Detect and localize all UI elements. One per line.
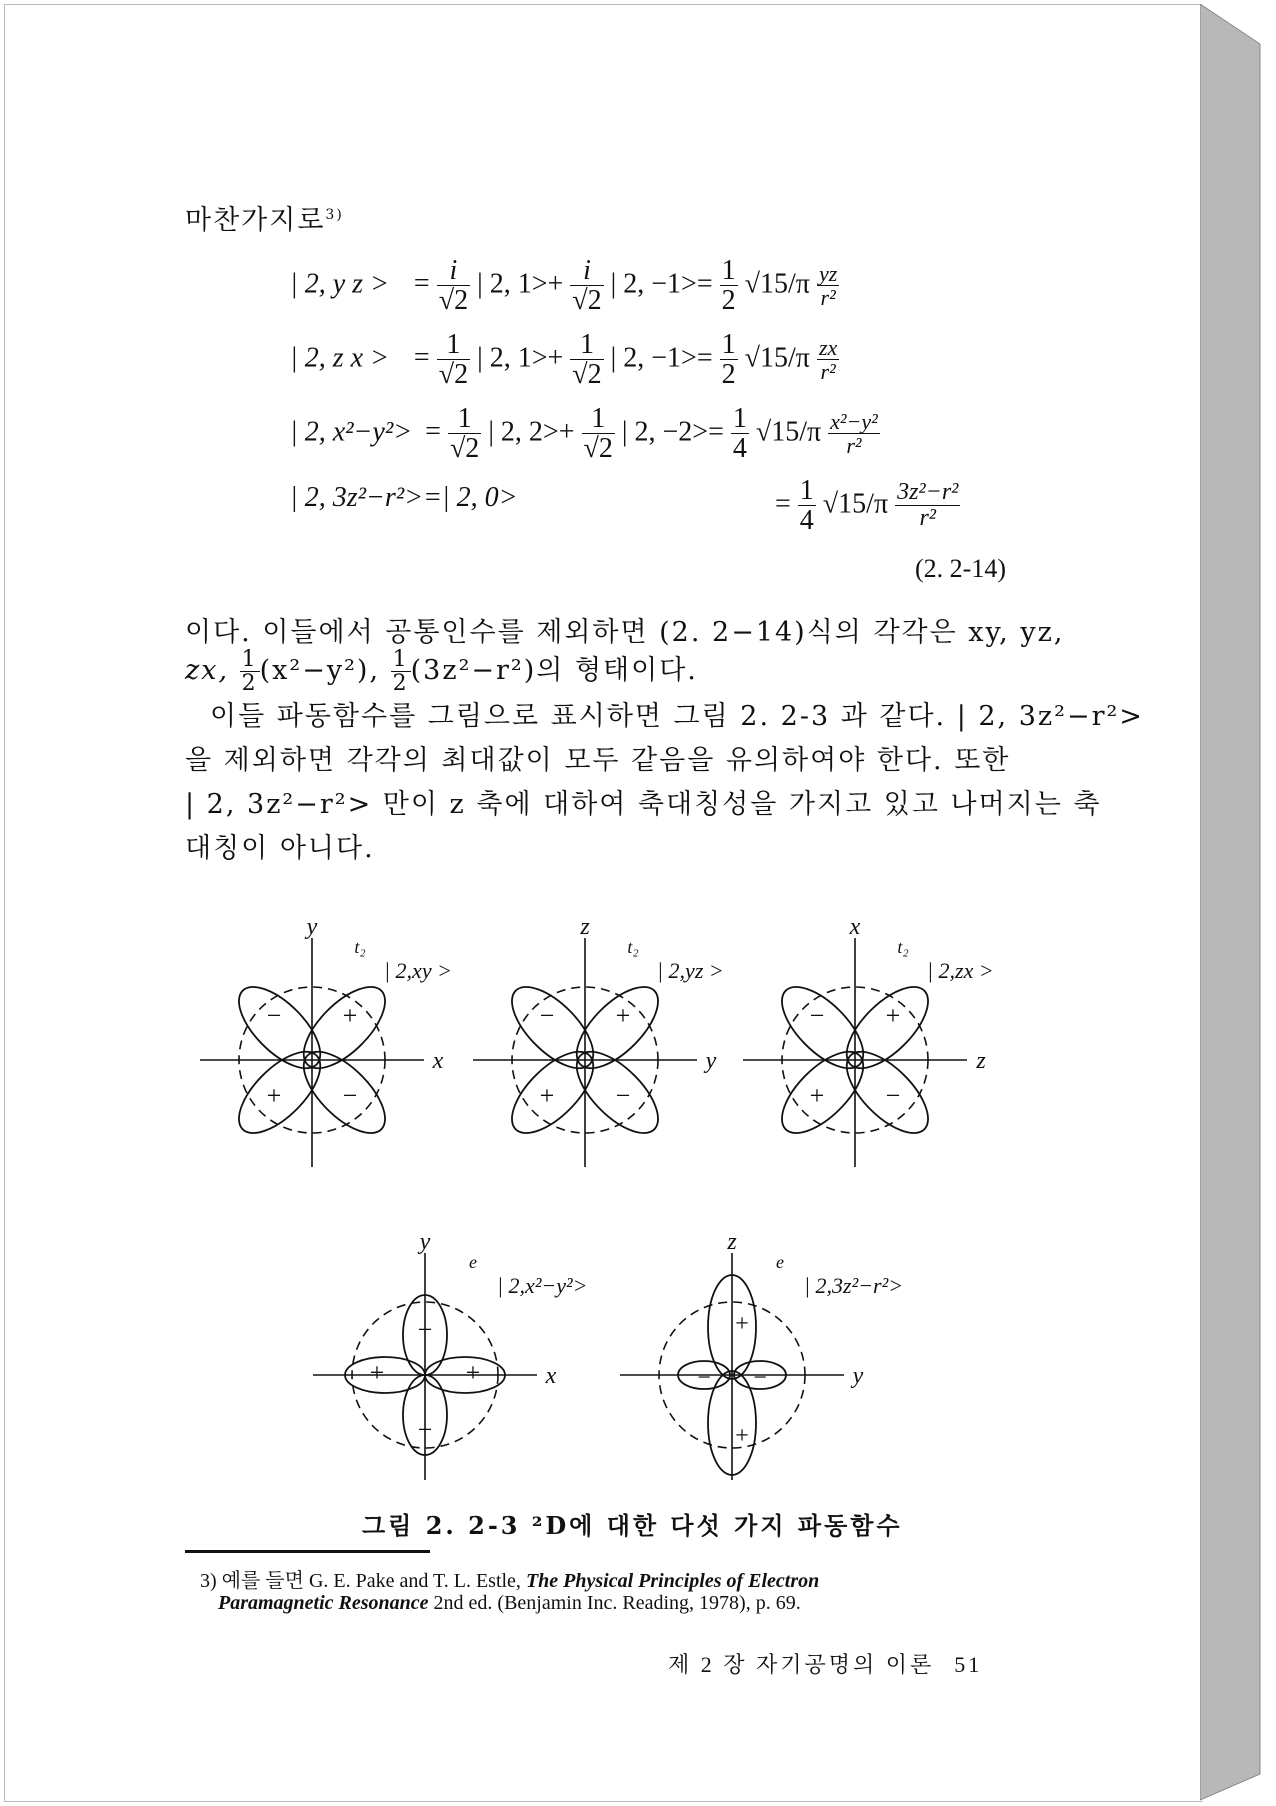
wavefunction-figure (180, 900, 1180, 1480)
sign-label: − (417, 1415, 433, 1444)
horizontal-axis-label: x (545, 1363, 557, 1389)
equation-row-4-rhs: = $\frac{1}{4}$ √15/π $\frac{\text{3z²−r²}}{\text{r²}}$ (775, 475, 959, 537)
footnote-line-1: 3) 예를 들면 G. E. Pake and T. L. Estle, The Physical Principles of Electron (200, 1570, 820, 1592)
sign-label: − (539, 1001, 555, 1030)
paragraph-1-line-2: zx, $\frac{1}{2}$ (x²−y²), $\frac{1}{2}$ (3z²−r²)의 형태이다. (185, 647, 698, 697)
horizontal-axis-label: x (432, 1048, 444, 1074)
sign-label: + (735, 1311, 749, 1337)
diagram-yz (473, 914, 724, 1167)
sign-label: − (615, 1081, 631, 1110)
horizontal-axis-label: z (976, 1048, 986, 1074)
equation-row-2: | 2, z x > = $\frac{1}{√2}$ | 2, 1>+ $\frac{1}{√2}$ | 2, −1>= $\frac{1}{2}$ √15/π $\frac{zx}{\text{r²}}$ (290, 329, 838, 391)
paragraph-2-line-1: 이들 파동함수를 그림으로 표시하면 그림 2. 2-3 과 같다. | 2, 3z²−r²> (210, 701, 1144, 732)
ket-label: | 2,xy > (384, 958, 452, 983)
paragraph-2-line-2: 을 제외하면 각각의 최대값이 모두 같음을 유의하여야 한다. 또한 (185, 745, 1011, 776)
sign-label: + (735, 1423, 749, 1449)
vertical-axis-label: x (849, 914, 861, 940)
equation-row-1: | 2, y z > = $\frac{i}{√2}$ | 2, 1>+ $\frac{i}{√2}$ | 2, −1>= $\frac{1}{2}$ √15/π $\frac{yz}{\text{r²}}$ (290, 255, 838, 317)
equation-row-4: | 2, 3z²−r²>=| 2, 0> (290, 482, 518, 513)
sign-label: − (342, 1081, 358, 1110)
vertical-axis-label: z (580, 914, 590, 940)
diagram-zx (743, 914, 994, 1167)
sign-label: − (809, 1001, 825, 1030)
figure-caption: 그림 2. 2-3 ²D에 대한 다섯 가지 파동함수 (362, 1511, 903, 1540)
equation-number: (2. 2-14) (915, 554, 1006, 583)
diagram-x2-y2 (313, 1229, 587, 1480)
vertical-axis-label: y (419, 1229, 431, 1255)
ket-label: | 2,zx > (927, 958, 994, 983)
page-number: 51 (954, 1652, 983, 1677)
sign-label: + (369, 1358, 385, 1387)
intro-text: 마찬가지로$^{3)}$ (185, 205, 344, 236)
ket-label: | 2,yz > (657, 958, 724, 983)
paragraph-1-line-1: 이다. 이들에서 공통인수를 제외하면 (2. 2−14)식의 각각은 xy, yz, (185, 617, 1065, 648)
sign-label: + (342, 1001, 358, 1030)
symmetry-label: e (469, 1252, 477, 1272)
sign-label: + (615, 1001, 631, 1030)
sign-label: − (753, 1365, 767, 1391)
symmetry-label: t₂ (627, 937, 639, 957)
book-spine (1200, 4, 1272, 1800)
equation-row-3: | 2, x²−y²> = $\frac{1}{√2}$ | 2, 2>+ $\frac{1}{√2}$ | 2, −2>= $\frac{1}{4}$ √15/π $\frac{\text{x²−y²}}{\text{r²}}$ (290, 403, 878, 465)
symmetry-label: t₂ (354, 937, 366, 957)
paragraph-2-line-3: | 2, 3z²−r²> 만이 z 축에 대하여 축대칭성을 가지고 있고 나머지는 축 (185, 789, 1102, 820)
sign-label: − (885, 1081, 901, 1110)
horizontal-axis-label: y (705, 1048, 717, 1074)
sign-label: + (465, 1358, 481, 1387)
symmetry-label: t₂ (897, 937, 909, 957)
footnote-line-2: Paramagnetic Resonance 2nd ed. (Benjamin Inc. Reading, 1978), p. 69. (218, 1592, 801, 1614)
paragraph-2-line-4: 대칭이 아니다. (185, 833, 375, 864)
horizontal-axis-label: y (852, 1363, 864, 1389)
symmetry-label: e (776, 1252, 784, 1272)
sign-label: − (417, 1315, 433, 1344)
vertical-axis-label: z (727, 1229, 737, 1255)
footnote-rule (185, 1550, 430, 1553)
sign-label: − (697, 1365, 711, 1391)
sign-label: + (809, 1081, 825, 1110)
running-footer: 제 2 장 자기공명의 이론 51 (668, 1652, 983, 1677)
sign-label: + (266, 1081, 282, 1110)
diagram-3z2-r2 (620, 1229, 903, 1480)
ket-label: | 2,x²−y²> (497, 1273, 588, 1298)
ket-label: | 2,3z²−r²> (804, 1273, 904, 1298)
sign-label: + (885, 1001, 901, 1030)
sign-label: − (266, 1001, 282, 1030)
sign-label: + (539, 1081, 555, 1110)
vertical-axis-label: y (306, 914, 318, 940)
diagram-xy (200, 914, 452, 1167)
